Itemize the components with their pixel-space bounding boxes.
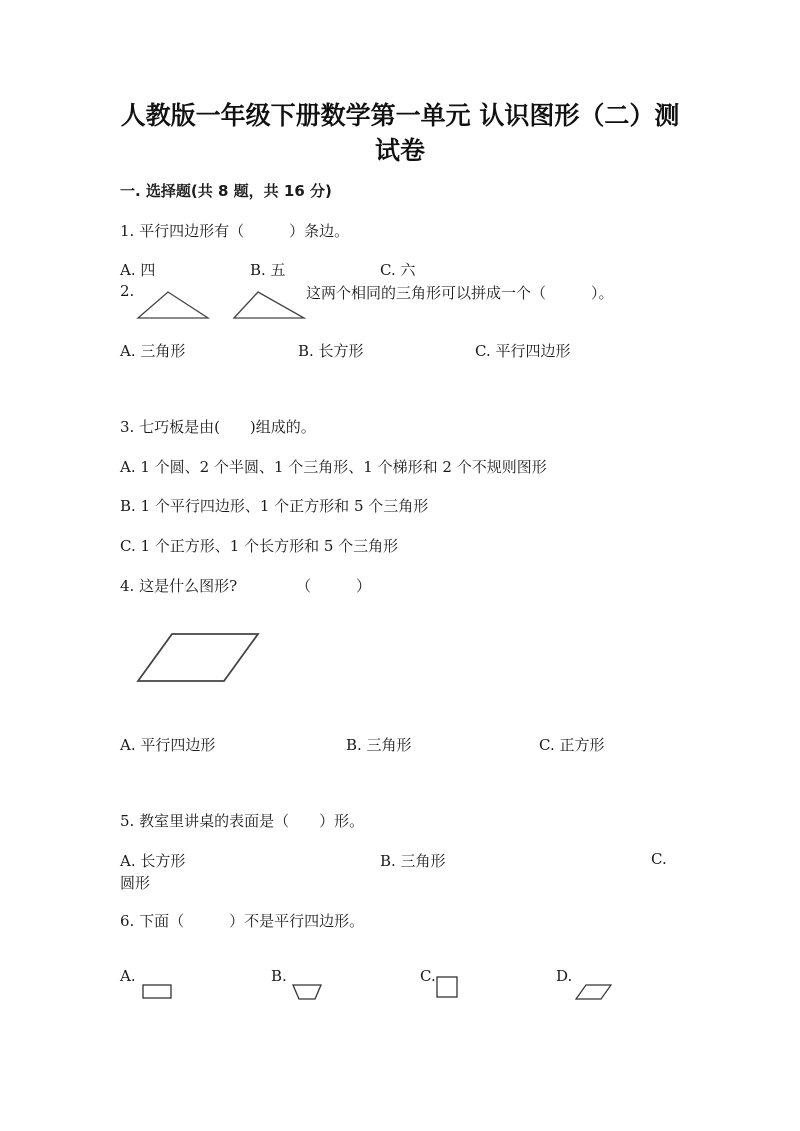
question-3-option-c[interactable]: C. 1 个正方形、1 个长方形和 5 个三角形 bbox=[120, 537, 399, 555]
question-6-option-c[interactable]: C. bbox=[420, 967, 436, 985]
question-5-option-a[interactable]: A. 长方形 bbox=[120, 852, 186, 870]
question-2-text: 这两个相同的三角形可以拼成一个（ ）。 bbox=[306, 284, 614, 302]
triangle-figure-2 bbox=[232, 290, 308, 322]
question-5-option-c-wrap: 圆形 bbox=[120, 874, 151, 892]
page-title-line2: 试卷 bbox=[374, 136, 425, 165]
question-2-option-a[interactable]: A. 三角形 bbox=[120, 342, 186, 360]
rectangle-shape-icon bbox=[142, 984, 172, 1000]
page-title-line1: 人教版一年级下册数学第一单元 认识图形（二）测 bbox=[120, 101, 680, 130]
question-1-option-c[interactable]: C. 六 bbox=[380, 261, 416, 279]
trapezoid-shape-icon bbox=[292, 983, 322, 1001]
question-4-option-c[interactable]: C. 正方形 bbox=[539, 736, 605, 754]
question-2-option-c[interactable]: C. 平行四边形 bbox=[475, 342, 571, 360]
triangle-figure-1 bbox=[136, 290, 212, 322]
question-1-option-a[interactable]: A. 四 bbox=[120, 261, 156, 279]
question-3-text: 3. 七巧板是由( )组成的。 bbox=[120, 418, 316, 436]
parallelogram-figure bbox=[136, 632, 262, 684]
question-4-option-a[interactable]: A. 平行四边形 bbox=[120, 736, 216, 754]
question-1-option-b[interactable]: B. 五 bbox=[250, 261, 286, 279]
parallelogram-shape-icon bbox=[575, 983, 615, 1003]
question-3-option-a[interactable]: A. 1 个圆、2 个半圆、1 个三角形、1 个梯形和 2 个不规则图形 bbox=[120, 458, 547, 476]
question-2-number: 2. bbox=[120, 282, 135, 300]
question-2-option-b[interactable]: B. 长方形 bbox=[298, 342, 364, 360]
question-1-text: 1. 平行四边形有（ ）条边。 bbox=[120, 222, 350, 240]
section-heading: 一. 选择题(共 8 题，共 16 分) bbox=[120, 182, 332, 200]
question-4-option-b[interactable]: B. 三角形 bbox=[346, 736, 412, 754]
question-5-option-b[interactable]: B. 三角形 bbox=[380, 852, 446, 870]
question-6-option-d[interactable]: D. bbox=[556, 967, 573, 985]
question-4-text: 4. 这是什么图形? bbox=[120, 577, 238, 595]
question-5-option-c[interactable]: C. bbox=[651, 850, 667, 868]
question-6-option-b[interactable]: B. bbox=[271, 967, 287, 985]
question-5-text: 5. 教室里讲桌的表面是（ ）形。 bbox=[120, 812, 365, 830]
question-3-option-b[interactable]: B. 1 个平行四边形、1 个正方形和 5 个三角形 bbox=[120, 497, 429, 515]
question-6-option-a[interactable]: A. bbox=[120, 967, 136, 985]
question-6-text: 6. 下面（ ）不是平行四边形。 bbox=[120, 912, 365, 930]
question-4-blank: （ ） bbox=[296, 577, 372, 595]
square-shape-icon bbox=[436, 976, 460, 1000]
